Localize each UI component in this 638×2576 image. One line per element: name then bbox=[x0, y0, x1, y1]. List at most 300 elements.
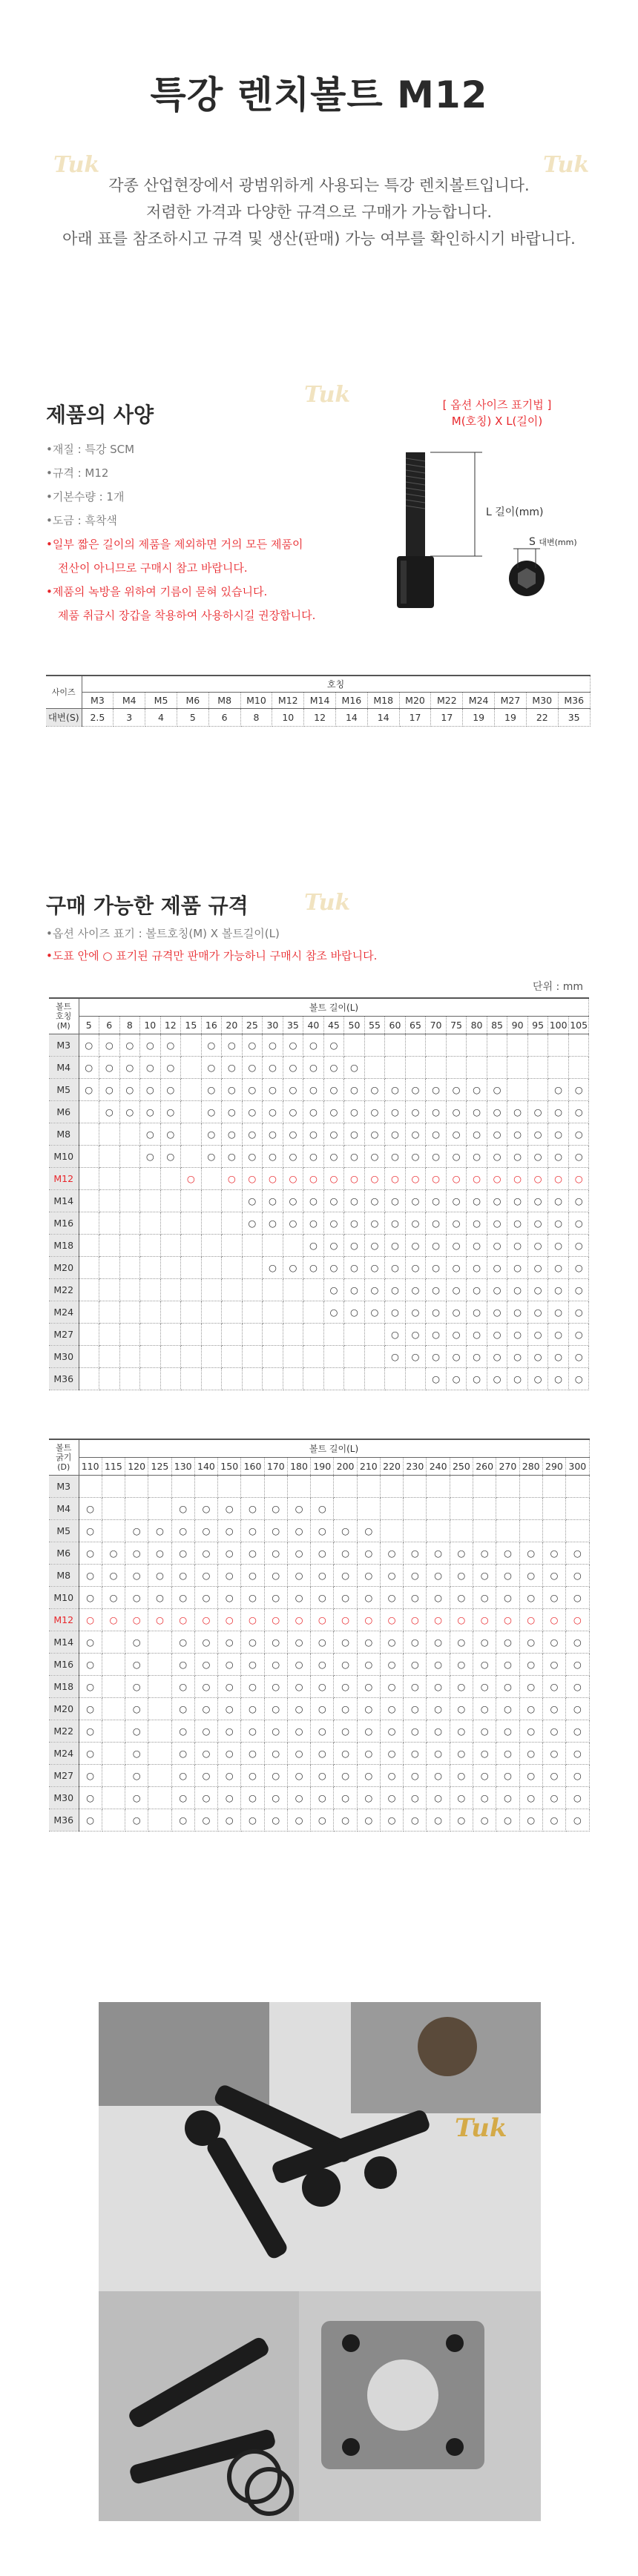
bolt-size-row-header: M12 bbox=[49, 1167, 79, 1189]
available-mark: ○ bbox=[450, 1786, 473, 1809]
length-column-header: 110 bbox=[79, 1457, 102, 1475]
table-row bbox=[49, 1542, 589, 1564]
available-mark: ○ bbox=[496, 1564, 519, 1586]
available-mark: ○ bbox=[427, 1608, 450, 1631]
available-mark: ○ bbox=[125, 1586, 148, 1608]
available-mark: ○ bbox=[566, 1697, 589, 1720]
empty-cell bbox=[519, 1519, 542, 1542]
available-mark: ○ bbox=[385, 1123, 406, 1145]
available-mark: ○ bbox=[303, 1123, 324, 1145]
empty-cell bbox=[181, 1301, 202, 1323]
availability-table-short bbox=[49, 997, 589, 1390]
bolt-size-row-header: M10 bbox=[49, 1145, 79, 1167]
empty-cell bbox=[201, 1212, 222, 1234]
available-mark: ○ bbox=[568, 1234, 589, 1256]
empty-cell bbox=[99, 1167, 120, 1189]
available-mark: ○ bbox=[242, 1189, 263, 1212]
available-mark: ○ bbox=[311, 1742, 334, 1764]
available-mark: ○ bbox=[334, 1742, 357, 1764]
empty-cell bbox=[181, 1278, 202, 1301]
available-mark: ○ bbox=[380, 1675, 403, 1697]
empty-cell bbox=[507, 1034, 528, 1056]
available-mark: ○ bbox=[507, 1301, 528, 1323]
length-column-header: 12 bbox=[160, 1016, 181, 1034]
empty-cell bbox=[119, 1123, 140, 1145]
bolt-size-row-header: M27 bbox=[49, 1323, 79, 1345]
available-mark: ○ bbox=[283, 1100, 303, 1123]
empty-cell bbox=[568, 1056, 589, 1078]
empty-cell bbox=[507, 1056, 528, 1078]
available-mark: ○ bbox=[283, 1167, 303, 1189]
avail-notes bbox=[46, 922, 377, 967]
available-mark: ○ bbox=[263, 1034, 283, 1056]
empty-cell bbox=[364, 1323, 385, 1345]
available-mark: ○ bbox=[568, 1345, 589, 1367]
available-mark: ○ bbox=[426, 1256, 447, 1278]
table-row bbox=[49, 1475, 589, 1497]
available-mark: ○ bbox=[473, 1608, 496, 1631]
empty-cell bbox=[140, 1323, 161, 1345]
size-table-cell: 35 bbox=[558, 708, 590, 726]
empty-cell bbox=[303, 1301, 324, 1323]
available-mark: ○ bbox=[140, 1145, 161, 1167]
available-mark: ○ bbox=[311, 1786, 334, 1809]
length-column-header: 75 bbox=[446, 1016, 467, 1034]
available-mark: ○ bbox=[148, 1519, 171, 1542]
empty-cell bbox=[119, 1323, 140, 1345]
empty-cell bbox=[467, 1034, 487, 1056]
available-mark: ○ bbox=[311, 1675, 334, 1697]
table-row bbox=[49, 1519, 589, 1542]
size-table-size-header: M36 bbox=[558, 692, 590, 708]
bolt-diagram bbox=[386, 445, 608, 623]
available-mark: ○ bbox=[334, 1631, 357, 1653]
availability-corner-header bbox=[49, 1439, 79, 1475]
empty-cell bbox=[119, 1301, 140, 1323]
length-column-header: 140 bbox=[194, 1457, 217, 1475]
available-mark: ○ bbox=[496, 1653, 519, 1675]
table-row bbox=[49, 1367, 589, 1390]
available-mark: ○ bbox=[380, 1608, 403, 1631]
length-column-header: 280 bbox=[519, 1457, 542, 1475]
available-mark: ○ bbox=[473, 1697, 496, 1720]
available-mark: ○ bbox=[364, 1145, 385, 1167]
available-mark: ○ bbox=[283, 1034, 303, 1056]
length-column-header: 10 bbox=[140, 1016, 161, 1034]
empty-cell bbox=[201, 1301, 222, 1323]
empty-cell bbox=[542, 1519, 565, 1542]
empty-cell bbox=[148, 1675, 171, 1697]
empty-cell bbox=[263, 1278, 283, 1301]
empty-cell bbox=[303, 1278, 324, 1301]
empty-cell bbox=[99, 1323, 120, 1345]
available-mark: ○ bbox=[241, 1653, 264, 1675]
empty-cell bbox=[242, 1345, 263, 1367]
table-row bbox=[49, 1675, 589, 1697]
available-mark: ○ bbox=[426, 1145, 447, 1167]
empty-cell bbox=[119, 1234, 140, 1256]
bolt-size-row-header: M18 bbox=[49, 1234, 79, 1256]
table-row bbox=[49, 1809, 589, 1831]
empty-cell bbox=[380, 1519, 403, 1542]
available-mark: ○ bbox=[218, 1764, 241, 1786]
length-group-header: 볼트 길이(L) bbox=[79, 998, 589, 1016]
empty-cell bbox=[283, 1367, 303, 1390]
available-mark: ○ bbox=[222, 1167, 243, 1189]
size-table bbox=[46, 675, 591, 727]
available-mark: ○ bbox=[385, 1145, 406, 1167]
empty-cell bbox=[148, 1497, 171, 1519]
empty-cell bbox=[160, 1234, 181, 1256]
available-mark: ○ bbox=[125, 1631, 148, 1653]
available-mark: ○ bbox=[194, 1720, 217, 1742]
available-mark: ○ bbox=[99, 1056, 120, 1078]
empty-cell bbox=[222, 1212, 243, 1234]
empty-cell bbox=[405, 1034, 426, 1056]
empty-cell bbox=[102, 1631, 125, 1653]
available-mark: ○ bbox=[79, 1608, 102, 1631]
available-mark: ○ bbox=[496, 1809, 519, 1831]
available-mark: ○ bbox=[102, 1586, 125, 1608]
size-table-cell: 14 bbox=[336, 708, 368, 726]
available-mark: ○ bbox=[222, 1056, 243, 1078]
available-mark: ○ bbox=[303, 1189, 324, 1212]
available-mark: ○ bbox=[519, 1586, 542, 1608]
length-column-header: 25 bbox=[242, 1016, 263, 1034]
empty-cell bbox=[148, 1653, 171, 1675]
available-mark: ○ bbox=[323, 1123, 344, 1145]
available-mark: ○ bbox=[548, 1301, 569, 1323]
empty-cell bbox=[311, 1475, 334, 1497]
available-mark: ○ bbox=[263, 1189, 283, 1212]
available-mark: ○ bbox=[311, 1631, 334, 1653]
empty-cell bbox=[519, 1475, 542, 1497]
empty-cell bbox=[323, 1367, 344, 1390]
available-mark: ○ bbox=[283, 1145, 303, 1167]
spec-item: •재질 : 특강 SCM bbox=[46, 443, 135, 456]
table-row bbox=[49, 1345, 589, 1367]
unit-label: 단위 : mm bbox=[533, 981, 583, 993]
available-mark: ○ bbox=[542, 1675, 565, 1697]
available-mark: ○ bbox=[323, 1056, 344, 1078]
available-mark: ○ bbox=[450, 1542, 473, 1564]
available-mark: ○ bbox=[79, 1764, 102, 1786]
available-mark: ○ bbox=[427, 1786, 450, 1809]
available-mark: ○ bbox=[519, 1786, 542, 1809]
available-mark: ○ bbox=[380, 1631, 403, 1653]
bolt-size-row-header: M16 bbox=[49, 1212, 79, 1234]
available-mark: ○ bbox=[102, 1608, 125, 1631]
available-mark: ○ bbox=[496, 1586, 519, 1608]
available-mark: ○ bbox=[568, 1123, 589, 1145]
available-mark: ○ bbox=[303, 1034, 324, 1056]
available-mark: ○ bbox=[446, 1323, 467, 1345]
available-mark: ○ bbox=[140, 1078, 161, 1100]
available-mark: ○ bbox=[287, 1809, 310, 1831]
available-mark: ○ bbox=[148, 1608, 171, 1631]
empty-cell bbox=[496, 1519, 519, 1542]
size-table-cell: 17 bbox=[399, 708, 431, 726]
available-mark: ○ bbox=[426, 1212, 447, 1234]
available-mark: ○ bbox=[507, 1212, 528, 1234]
available-mark: ○ bbox=[241, 1809, 264, 1831]
empty-cell bbox=[201, 1345, 222, 1367]
intro-line: 각종 산업현장에서 광범위하게 사용되는 특강 렌치볼트입니다. bbox=[108, 176, 530, 194]
length-column-header: 290 bbox=[542, 1457, 565, 1475]
available-mark: ○ bbox=[79, 1675, 102, 1697]
length-column-header: 50 bbox=[344, 1016, 365, 1034]
watermark-logo: Tuk bbox=[543, 152, 590, 178]
empty-cell bbox=[323, 1323, 344, 1345]
available-mark: ○ bbox=[496, 1675, 519, 1697]
length-column-header: 260 bbox=[473, 1457, 496, 1475]
available-mark: ○ bbox=[548, 1367, 569, 1390]
available-mark: ○ bbox=[496, 1786, 519, 1809]
bolt-size-row-header: M20 bbox=[49, 1697, 79, 1720]
available-mark: ○ bbox=[426, 1167, 447, 1189]
available-mark: ○ bbox=[473, 1786, 496, 1809]
available-mark: ○ bbox=[467, 1323, 487, 1345]
empty-cell bbox=[181, 1234, 202, 1256]
available-mark: ○ bbox=[446, 1167, 467, 1189]
available-mark: ○ bbox=[303, 1234, 324, 1256]
size-table-cell: 12 bbox=[304, 708, 336, 726]
length-column-header: 120 bbox=[125, 1457, 148, 1475]
available-mark: ○ bbox=[79, 1564, 102, 1586]
available-mark: ○ bbox=[242, 1056, 263, 1078]
empty-cell bbox=[79, 1234, 99, 1256]
available-mark: ○ bbox=[79, 1586, 102, 1608]
available-mark: ○ bbox=[527, 1234, 548, 1256]
length-column-header: 100 bbox=[548, 1016, 569, 1034]
available-mark: ○ bbox=[385, 1301, 406, 1323]
empty-cell bbox=[140, 1256, 161, 1278]
available-mark: ○ bbox=[283, 1189, 303, 1212]
available-mark: ○ bbox=[218, 1742, 241, 1764]
available-mark: ○ bbox=[427, 1809, 450, 1831]
avail-section-title: 구매 가능한 제품 규격 bbox=[46, 894, 249, 918]
empty-cell bbox=[160, 1323, 181, 1345]
available-mark: ○ bbox=[194, 1675, 217, 1697]
available-mark: ○ bbox=[467, 1367, 487, 1390]
available-mark: ○ bbox=[496, 1764, 519, 1786]
s-label bbox=[529, 536, 577, 548]
available-mark: ○ bbox=[102, 1542, 125, 1564]
available-mark: ○ bbox=[426, 1100, 447, 1123]
available-mark: ○ bbox=[507, 1323, 528, 1345]
available-mark: ○ bbox=[79, 1056, 99, 1078]
available-mark: ○ bbox=[323, 1078, 344, 1100]
available-mark: ○ bbox=[311, 1720, 334, 1742]
product-photo-drawing bbox=[99, 2002, 541, 2521]
table-row bbox=[49, 1123, 589, 1145]
available-mark: ○ bbox=[241, 1497, 264, 1519]
available-mark: ○ bbox=[405, 1078, 426, 1100]
empty-cell bbox=[542, 1475, 565, 1497]
available-mark: ○ bbox=[125, 1697, 148, 1720]
available-mark: ○ bbox=[473, 1542, 496, 1564]
available-mark: ○ bbox=[140, 1034, 161, 1056]
empty-cell bbox=[148, 1697, 171, 1720]
table-row bbox=[49, 1764, 589, 1786]
available-mark: ○ bbox=[380, 1542, 403, 1564]
empty-cell bbox=[344, 1367, 365, 1390]
available-mark: ○ bbox=[357, 1631, 380, 1653]
available-mark: ○ bbox=[181, 1167, 202, 1189]
empty-cell bbox=[242, 1278, 263, 1301]
bolt-size-row-header: M6 bbox=[49, 1542, 79, 1564]
empty-cell bbox=[119, 1167, 140, 1189]
length-column-header: 125 bbox=[148, 1457, 171, 1475]
empty-cell bbox=[283, 1278, 303, 1301]
available-mark: ○ bbox=[507, 1145, 528, 1167]
available-mark: ○ bbox=[404, 1653, 427, 1675]
available-mark: ○ bbox=[125, 1608, 148, 1631]
empty-cell bbox=[79, 1278, 99, 1301]
available-mark: ○ bbox=[487, 1323, 507, 1345]
available-mark: ○ bbox=[311, 1608, 334, 1631]
empty-cell bbox=[79, 1475, 102, 1497]
size-table-size-header: M16 bbox=[336, 692, 368, 708]
available-mark: ○ bbox=[194, 1631, 217, 1653]
available-mark: ○ bbox=[405, 1301, 426, 1323]
available-mark: ○ bbox=[519, 1653, 542, 1675]
available-mark: ○ bbox=[426, 1345, 447, 1367]
bolt-size-row-header: M24 bbox=[49, 1742, 79, 1764]
available-mark: ○ bbox=[194, 1786, 217, 1809]
available-mark: ○ bbox=[385, 1078, 406, 1100]
available-mark: ○ bbox=[357, 1786, 380, 1809]
available-mark: ○ bbox=[487, 1145, 507, 1167]
available-mark: ○ bbox=[263, 1256, 283, 1278]
table-row bbox=[49, 1145, 589, 1167]
size-table-size-header: M3 bbox=[82, 692, 114, 708]
available-mark: ○ bbox=[450, 1764, 473, 1786]
available-mark: ○ bbox=[473, 1631, 496, 1653]
spec-note: 제품 취급시 장갑을 착용하여 사용하시길 권장합니다. bbox=[58, 609, 316, 622]
available-mark: ○ bbox=[160, 1056, 181, 1078]
available-mark: ○ bbox=[357, 1697, 380, 1720]
length-column-header: 80 bbox=[467, 1016, 487, 1034]
available-mark: ○ bbox=[241, 1564, 264, 1586]
available-mark: ○ bbox=[79, 1497, 102, 1519]
bolt-size-row-header: M24 bbox=[49, 1301, 79, 1323]
available-mark: ○ bbox=[125, 1519, 148, 1542]
available-mark: ○ bbox=[527, 1145, 548, 1167]
table-row bbox=[49, 1786, 589, 1809]
available-mark: ○ bbox=[264, 1586, 287, 1608]
available-mark: ○ bbox=[171, 1497, 194, 1519]
available-mark: ○ bbox=[263, 1123, 283, 1145]
empty-cell bbox=[181, 1100, 202, 1123]
empty-cell bbox=[405, 1367, 426, 1390]
length-column-header: 15 bbox=[181, 1016, 202, 1034]
length-column-header: 55 bbox=[364, 1016, 385, 1034]
available-mark: ○ bbox=[287, 1519, 310, 1542]
available-mark: ○ bbox=[218, 1564, 241, 1586]
available-mark: ○ bbox=[467, 1189, 487, 1212]
available-mark: ○ bbox=[405, 1323, 426, 1345]
available-mark: ○ bbox=[79, 1519, 102, 1542]
available-mark: ○ bbox=[426, 1078, 447, 1100]
empty-cell bbox=[222, 1234, 243, 1256]
diagram-title-line: [ 옵션 사이즈 표기법 ] bbox=[442, 398, 552, 412]
available-mark: ○ bbox=[568, 1212, 589, 1234]
empty-cell bbox=[283, 1323, 303, 1345]
available-mark: ○ bbox=[519, 1631, 542, 1653]
available-mark: ○ bbox=[385, 1345, 406, 1367]
empty-cell bbox=[160, 1256, 181, 1278]
available-mark: ○ bbox=[542, 1697, 565, 1720]
available-mark: ○ bbox=[264, 1764, 287, 1786]
size-table-cell: 10 bbox=[272, 708, 304, 726]
empty-cell bbox=[102, 1786, 125, 1809]
available-mark: ○ bbox=[241, 1764, 264, 1786]
available-mark: ○ bbox=[426, 1123, 447, 1145]
available-mark: ○ bbox=[426, 1234, 447, 1256]
size-table-cell: 19 bbox=[495, 708, 527, 726]
empty-cell bbox=[181, 1123, 202, 1145]
available-mark: ○ bbox=[334, 1653, 357, 1675]
empty-cell bbox=[181, 1189, 202, 1212]
available-mark: ○ bbox=[222, 1078, 243, 1100]
empty-cell bbox=[222, 1301, 243, 1323]
empty-cell bbox=[450, 1497, 473, 1519]
empty-cell bbox=[263, 1323, 283, 1345]
available-mark: ○ bbox=[473, 1675, 496, 1697]
available-mark: ○ bbox=[311, 1542, 334, 1564]
bolt-size-row-header: M36 bbox=[49, 1809, 79, 1831]
available-mark: ○ bbox=[344, 1100, 365, 1123]
available-mark: ○ bbox=[467, 1123, 487, 1145]
available-mark: ○ bbox=[467, 1278, 487, 1301]
available-mark: ○ bbox=[79, 1720, 102, 1742]
empty-cell bbox=[79, 1256, 99, 1278]
available-mark: ○ bbox=[264, 1675, 287, 1697]
table-row bbox=[49, 1323, 589, 1345]
empty-cell bbox=[102, 1697, 125, 1720]
available-mark: ○ bbox=[264, 1697, 287, 1720]
available-mark: ○ bbox=[125, 1675, 148, 1697]
available-mark: ○ bbox=[450, 1653, 473, 1675]
available-mark: ○ bbox=[140, 1123, 161, 1145]
empty-cell bbox=[380, 1497, 403, 1519]
available-mark: ○ bbox=[542, 1631, 565, 1653]
hex-socket-icon bbox=[509, 561, 545, 596]
available-mark: ○ bbox=[380, 1809, 403, 1831]
empty-cell bbox=[181, 1345, 202, 1367]
size-table-row-label: 대변(S) bbox=[46, 708, 82, 726]
available-mark: ○ bbox=[218, 1586, 241, 1608]
length-column-header: 20 bbox=[222, 1016, 243, 1034]
available-mark: ○ bbox=[283, 1212, 303, 1234]
empty-cell bbox=[450, 1519, 473, 1542]
table-row bbox=[49, 1742, 589, 1764]
size-table-cell: 19 bbox=[463, 708, 495, 726]
available-mark: ○ bbox=[507, 1256, 528, 1278]
diagram-title bbox=[415, 397, 579, 429]
available-mark: ○ bbox=[263, 1145, 283, 1167]
available-mark: ○ bbox=[119, 1056, 140, 1078]
available-mark: ○ bbox=[287, 1497, 310, 1519]
available-mark: ○ bbox=[125, 1564, 148, 1586]
empty-cell bbox=[140, 1189, 161, 1212]
available-mark: ○ bbox=[380, 1720, 403, 1742]
available-mark: ○ bbox=[218, 1608, 241, 1631]
available-mark: ○ bbox=[426, 1367, 447, 1390]
empty-cell bbox=[99, 1145, 120, 1167]
available-mark: ○ bbox=[496, 1608, 519, 1631]
